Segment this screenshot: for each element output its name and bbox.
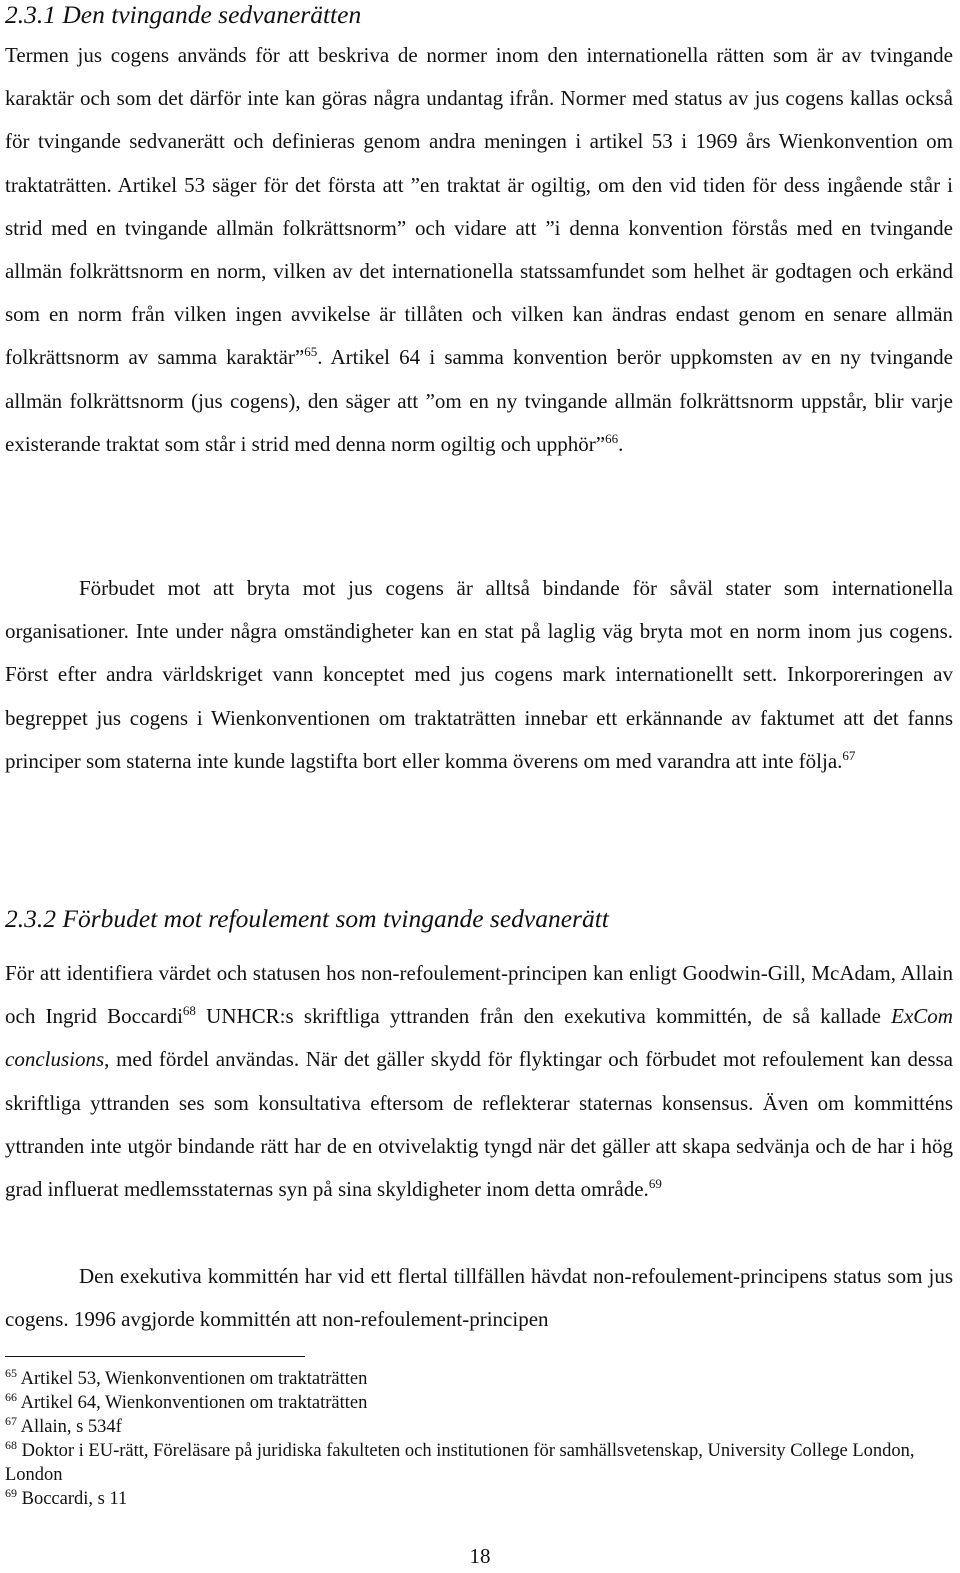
footnote-ref-68: 68 xyxy=(182,1003,196,1019)
paragraph-executive-committee xyxy=(5,1255,953,1341)
footnote-66 xyxy=(5,1391,935,1415)
paragraph-text: . Artikel 64 i samma konvention berör uppkomsten av en ny tvingande allmän folkrättsnorm (jus cogens), den säger att ”om en ny tvingande allmän folkrättsnorm uppstår, blir varje existerande traktat som står i strid med denna norm ogiltig och upphör” xyxy=(5,345,953,456)
footnote-text: Boccardi, s 11 xyxy=(21,1489,128,1509)
footnote-text: Doktor i EU-rätt, Föreläsare på juridiska fakulteten och institutionen för samhällsvetenskap, University College London, London xyxy=(5,1441,915,1485)
paragraph-text: . xyxy=(618,431,624,456)
footnote-text: Allain, s 534f xyxy=(20,1417,122,1437)
footnote-number: 69 xyxy=(5,1485,17,1500)
page-number: 18 xyxy=(469,1544,491,1568)
footnote-number: 66 xyxy=(5,1389,17,1404)
footnote-text: Artikel 53, Wienkonventionen om traktaträtten xyxy=(20,1369,368,1389)
paragraph-text: Termen jus cogens används för att beskriva de normer inom den internationella rätten som är av tvingande karaktär och som det därför inte kan göras några undantag ifrån. Normer med status av jus cogens kallas också för tvingande sedvanerätt och definieras genom andra meningen i artikel 53 i 1969 års Wienkonvention om traktaträtten. Artikel 53 säger för det första att ”en traktat är ogiltig, om den vid tiden för dess ingående står i strid med en tvingande allmän folkrättsnorm” och vidare att ”i denna konvention förstås med en tvingande allmän folkrättsnorm en norm, vilken av det internationella statssamfundet som helhet är godtagen och erkänd som en norm från vilken ingen avvikelse är tillåten och vilken kan ändras endast genom en senare allmän folkrättsnorm av samma karaktär” xyxy=(5,43,953,370)
paragraph-text: Den exekutiva kommittén har vid ett flertal tillfällen hävdat non-refoulement-principens status som jus cogens. 1996 avgjorde kommittén att non-refoulement-principen xyxy=(5,1264,953,1332)
footnotes xyxy=(5,1367,935,1511)
footnote-separator xyxy=(5,1356,305,1357)
paragraph-jus-cogens-definition xyxy=(5,34,953,466)
footnote-number: 65 xyxy=(5,1365,17,1380)
paragraph-jus-cogens-binding xyxy=(5,567,953,783)
excom-conclusions-term: ExCom conclusions xyxy=(5,1004,953,1072)
paragraph-text: UNHCR:s skriftliga yttranden från den exekutiva kommittén, de så kallade xyxy=(195,1004,892,1029)
paragraph-non-refoulement-value xyxy=(5,952,953,1211)
footnote-69 xyxy=(5,1487,935,1511)
footnote-ref-67: 67 xyxy=(842,747,856,763)
footnote-ref-65: 65 xyxy=(304,344,318,360)
paragraph-text: Förbudet mot att bryta mot jus cogens är alltså bindande för såväl stater som internationella organisationer. Inte under några omständigheter kan en stat på laglig väg bryta mot en norm inom jus cogens. Först efter andra världskriget vann konceptet med jus cogens mark internationellt sett. Inkorporeringen av begreppet jus cogens i Wienkonventionen om traktaträtten innebar ett erkännande av faktumet att det fanns principer som staterna inte kunde lagstifta bort eller komma överens om med varandra att inte följa. xyxy=(5,576,953,773)
footnote-ref-69: 69 xyxy=(648,1176,662,1192)
footnote-67 xyxy=(5,1415,935,1439)
paragraph-text: För att identifiera värdet och statusen hos non-refoulement-principen kan enligt Goodwin-Gill, McAdam, Allain och Ingrid Boccardi xyxy=(5,961,953,1029)
footnote-number: 67 xyxy=(5,1413,17,1428)
section-heading-2-3-1: 2.3.1 Den tvingande sedvanerätten xyxy=(5,0,362,29)
footnote-ref-66: 66 xyxy=(605,430,619,446)
section-heading-2-3-2: 2.3.2 Förbudet mot refoulement som tvingande sedvanerätt xyxy=(5,904,609,933)
paragraph-text: , med fördel användas. När det gäller skydd för flyktingar och förbudet mot refoulement kan dessa skriftliga yttranden ses som konsultativa eftersom de reflekterar staternas konsensus. Även om kommitténs yttranden inte utgör bindande rätt har de en otvivelaktig tyngd när det gäller att skapa sedvänja och de har i hög grad influerat medlemsstaternas syn på sina skyldigheter inom detta område. xyxy=(5,1047,953,1202)
footnote-text: Artikel 64, Wienkonventionen om traktaträtten xyxy=(20,1393,368,1413)
footnote-number: 68 xyxy=(5,1437,17,1452)
footnote-68 xyxy=(5,1439,935,1487)
footnote-65 xyxy=(5,1367,935,1391)
